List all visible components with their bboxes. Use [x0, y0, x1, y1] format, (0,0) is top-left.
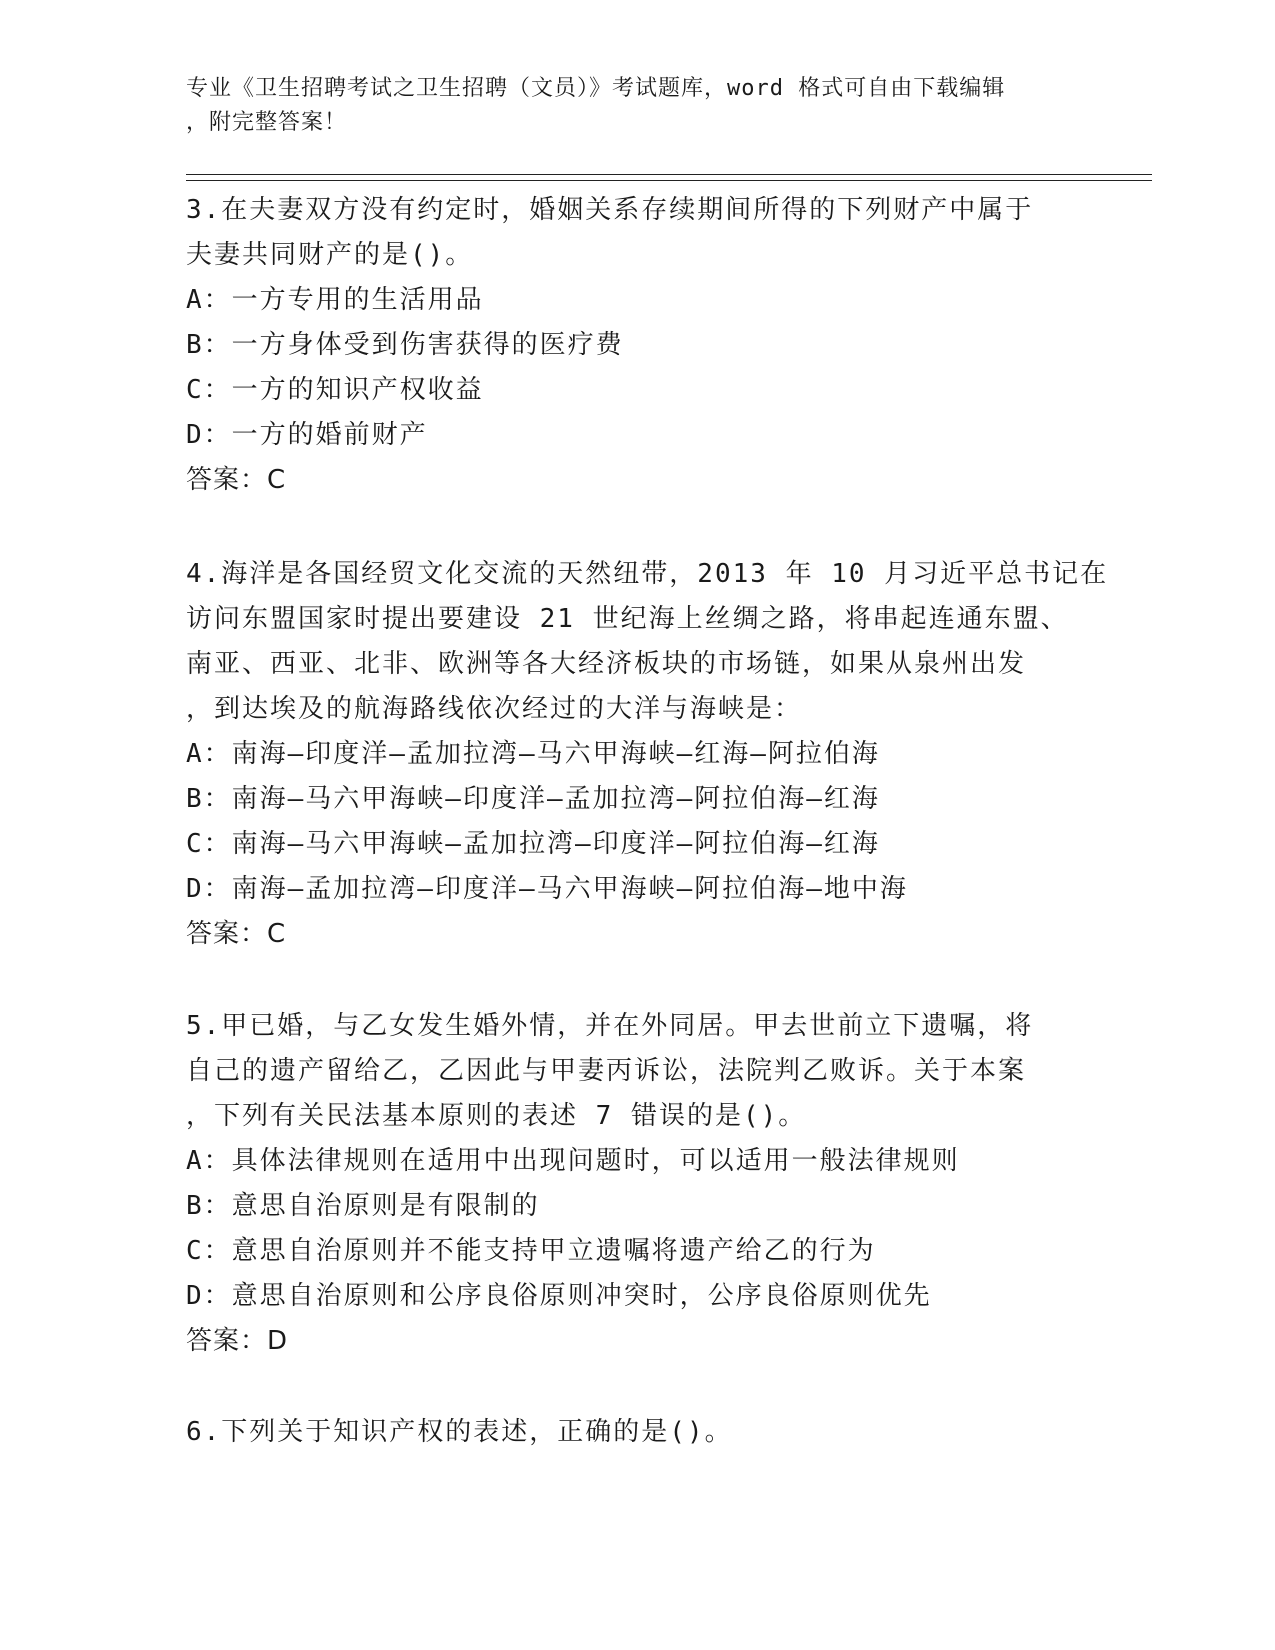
option-a: A：具体法律规则在适用中出现问题时，可以适用一般法律规则: [186, 1146, 960, 1176]
question-3: [186, 188, 1086, 503]
header-line-2: ，附完整答案！: [186, 110, 348, 135]
question-stem-line: 南亚、西亚、北非、欧洲等各大经济板块的市场链，如果从泉州出发: [186, 649, 1027, 679]
question-stem-line: 4.海洋是各国经贸文化交流的天然纽带，2013 年 10 月习近平总书记在: [186, 559, 1109, 589]
question-stem-line: 自己的遗产留给乙，乙因此与甲妻丙诉讼，法院判乙败诉。关于本案: [186, 1056, 1027, 1086]
option-a: A：南海—印度洋—孟加拉湾—马六甲海峡—红海—阿拉伯海: [186, 739, 880, 769]
option-c: C：意思自治原则并不能支持甲立遗嘱将遗产给乙的行为: [186, 1236, 876, 1266]
option-c: C：南海—马六甲海峡—孟加拉湾—印度洋—阿拉伯海—红海: [186, 829, 880, 859]
answer: 答案：C: [186, 465, 287, 495]
answer: 答案：C: [186, 919, 287, 949]
answer: 答案：D: [186, 1326, 289, 1356]
option-d: D：南海—孟加拉湾—印度洋—马六甲海峡—阿拉伯海—地中海: [186, 874, 908, 904]
question-4: [186, 552, 1109, 957]
option-b: B：南海—马六甲海峡—印度洋—孟加拉湾—阿拉伯海—红海: [186, 784, 880, 814]
question-stem-line: 5.甲已婚，与乙女发生婚外情，并在外同居。甲去世前立下遗嘱，将: [186, 1011, 1034, 1041]
question-stem-line: ，到达埃及的航海路线依次经过的大洋与海峡是：: [186, 694, 803, 724]
question-stem-line: ，下列有关民法基本原则的表述 7 错误的是()。: [186, 1101, 807, 1131]
option-d: D：意思自治原则和公序良俗原则冲突时，公序良俗原则优先: [186, 1281, 932, 1311]
question-stem-line: 3.在夫妻双方没有约定时，婚姻关系存续期间所得的下列财产中属于: [186, 195, 1034, 225]
header-rule-bottom: [186, 180, 1152, 181]
option-b: B：一方身体受到伤害获得的医疗费: [186, 330, 624, 360]
option-a: A：一方专用的生活用品: [186, 285, 484, 315]
document-header: [186, 72, 1066, 140]
question-5: [186, 1004, 1086, 1364]
question-stem-line: 夫妻共同财产的是()。: [186, 240, 474, 270]
option-d: D：一方的婚前财产: [186, 420, 428, 450]
question-stem-line: 6.下列关于知识产权的表述，正确的是()。: [186, 1417, 733, 1447]
header-rule-top: [186, 174, 1152, 175]
option-c: C：一方的知识产权收益: [186, 375, 484, 405]
option-b: B：意思自治原则是有限制的: [186, 1191, 540, 1221]
question-6: [186, 1410, 1086, 1455]
question-stem-line: 访问东盟国家时提出要建设 21 世纪海上丝绸之路，将串起连通东盟、: [186, 604, 1069, 634]
header-line-1: 专业《卫生招聘考试之卫生招聘（文员）》考试题库，word 格式可自由下载编辑: [186, 76, 1006, 101]
